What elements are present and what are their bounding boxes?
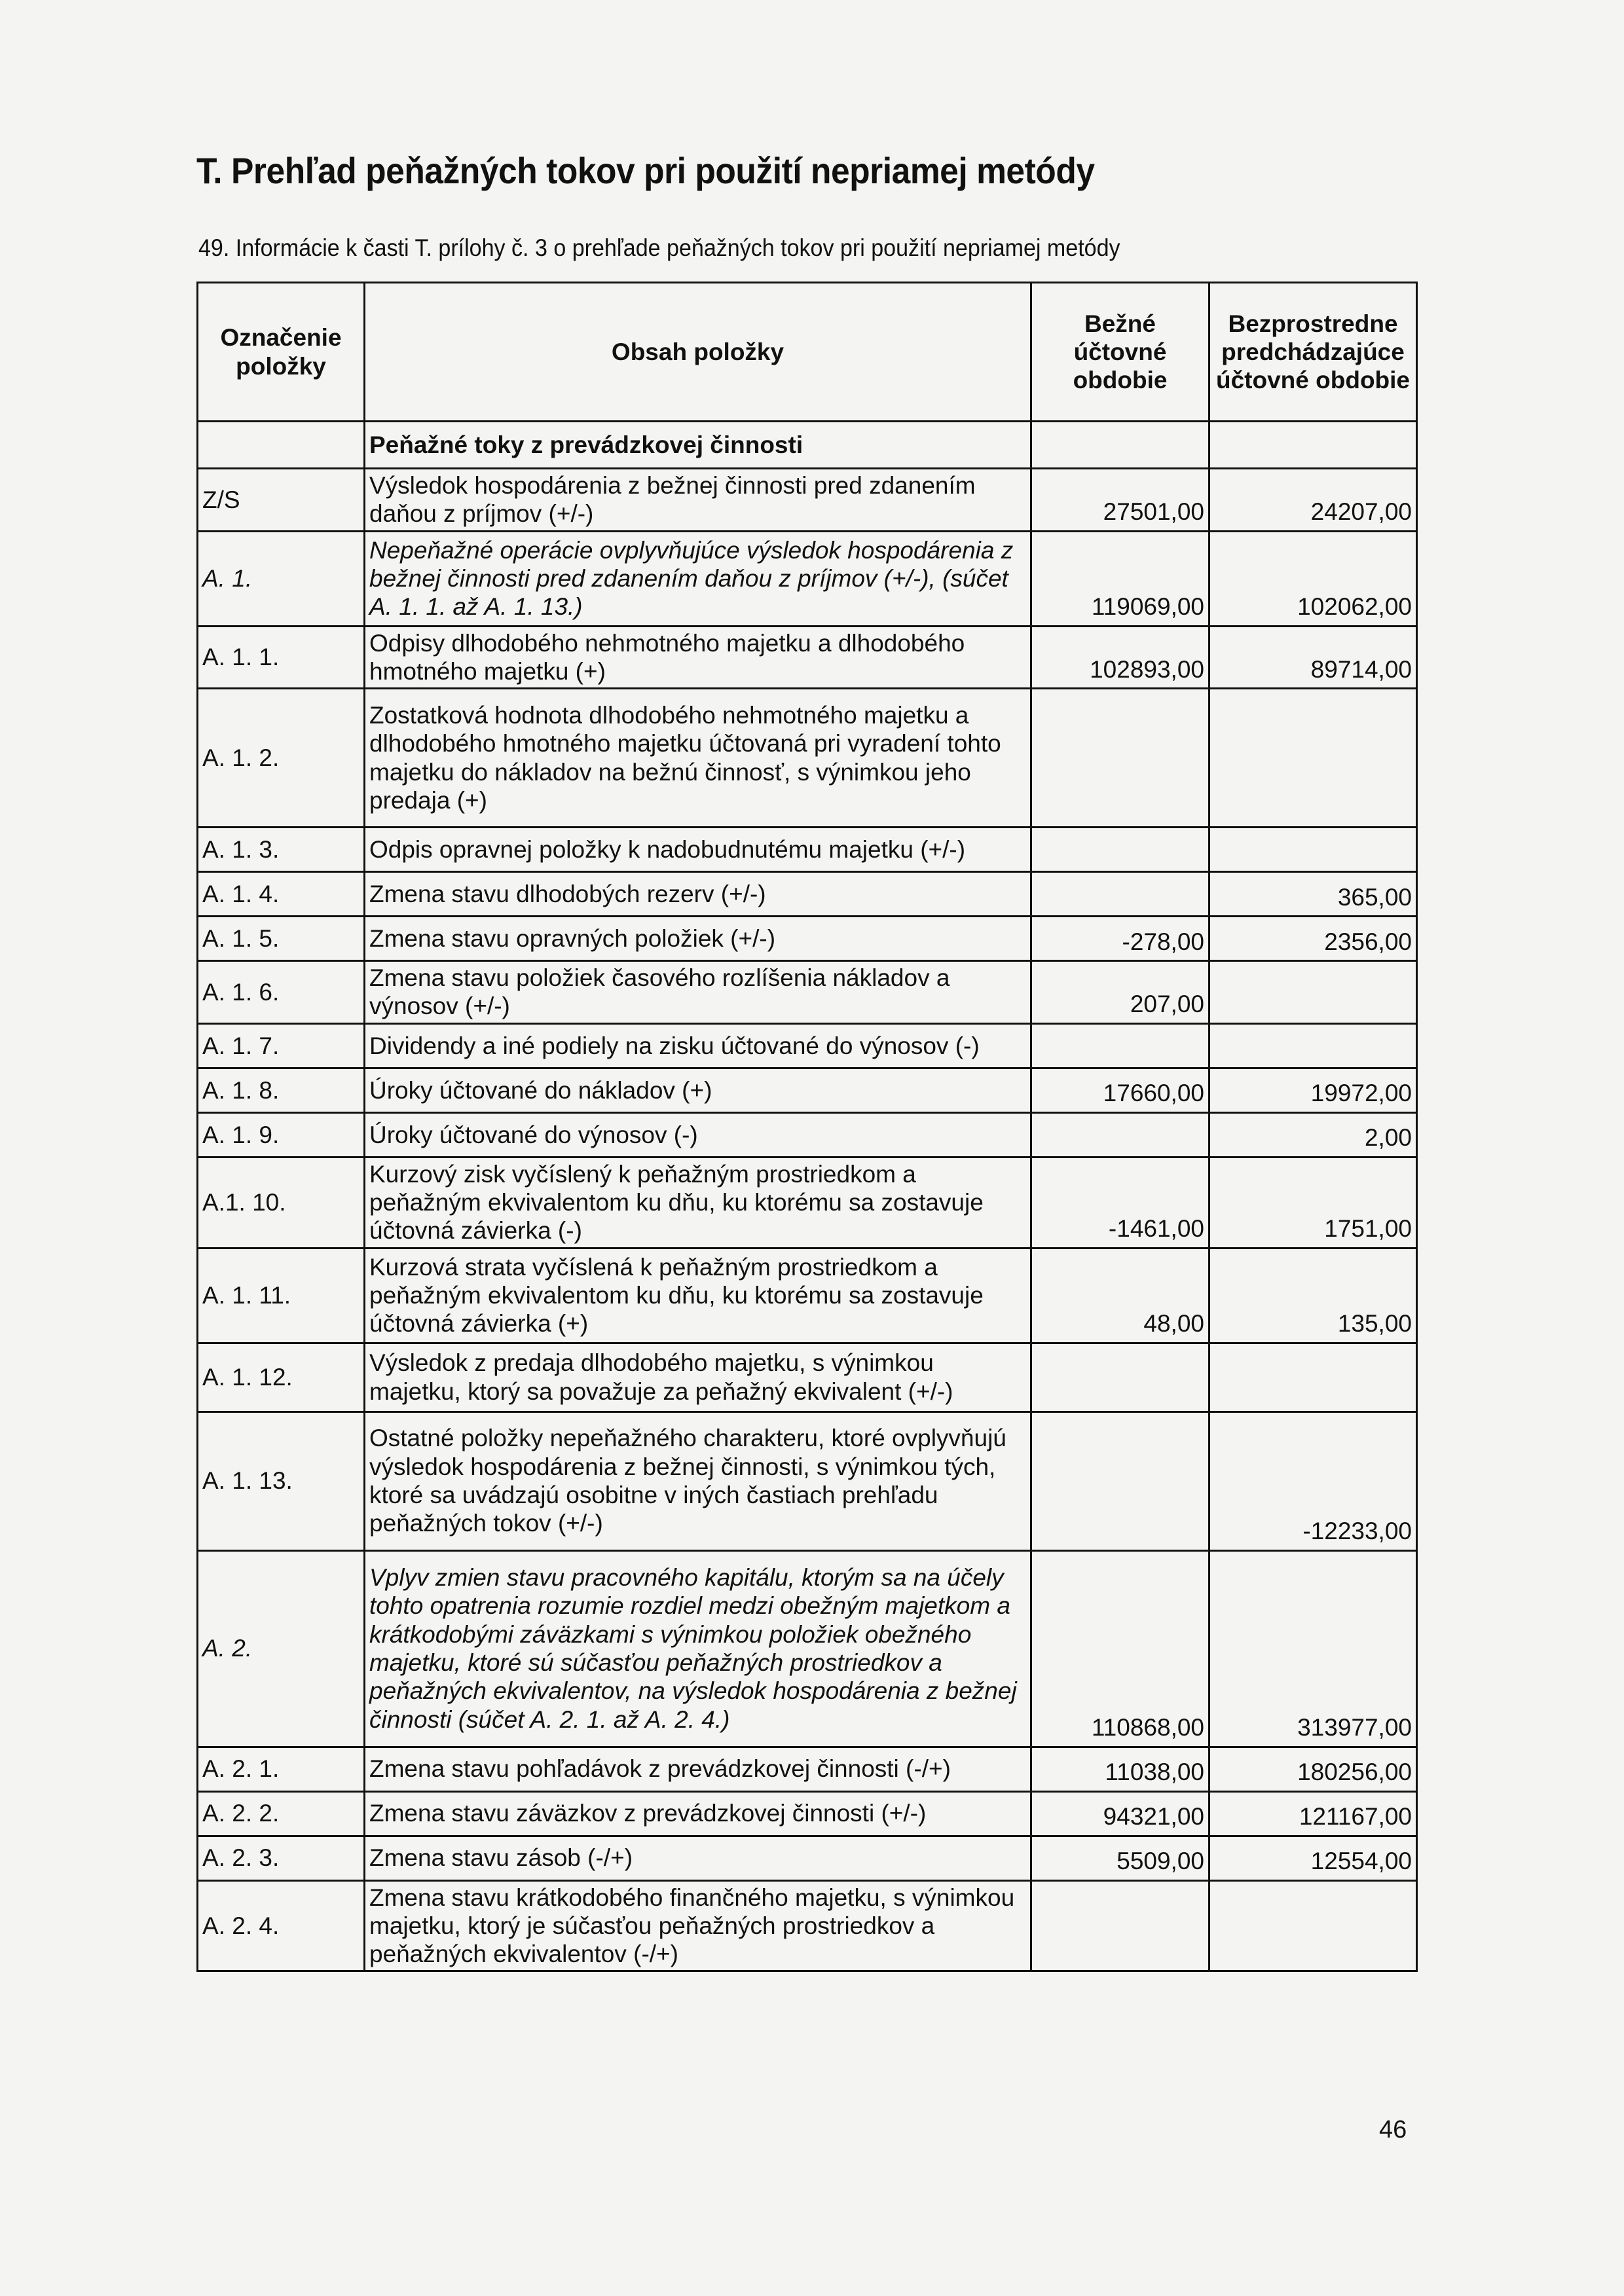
row-previous-value: 313977,00 [1209, 1550, 1417, 1747]
row-previous-value: 1751,00 [1209, 1157, 1417, 1248]
cash-flow-table [196, 282, 1418, 1972]
row-previous-value: 2,00 [1209, 1112, 1417, 1157]
row-content: Výsledok z predaja dlhodobého majetku, s výnimkou majetku, ktorý sa považuje za peňažný ekvivalent (+/-) [365, 1343, 1031, 1412]
row-code: A. 2. 4. [198, 1880, 365, 1971]
header-code: Označenie položky [198, 283, 365, 422]
row-previous-value [1209, 1343, 1417, 1412]
row-code: A. 1. 11. [198, 1248, 365, 1343]
row-code: A. 2. 3. [198, 1836, 365, 1880]
row-content: Vplyv zmien stavu pracovného kapitálu, ktorým sa na účely tohto opatrenia rozumie rozdiel medzi obežným majetkom a krátkodobými záväzkami s výnimkou položiek obežného majetku, ktoré sú súčasťou peňažných prostriedkov a peňažných ekvivalentov, na výsledok hospodárenia z bežnej činnosti (súčet A. 2. 1. až A. 2. 4.) [365, 1550, 1031, 1747]
row-code: A. 1. 7. [198, 1023, 365, 1068]
row-current-value: 48,00 [1031, 1248, 1209, 1343]
header-content: Obsah položky [365, 283, 1031, 422]
row-code: A.1. 10. [198, 1157, 365, 1248]
row-current-value [1031, 689, 1209, 828]
row-previous-value: 180256,00 [1209, 1747, 1417, 1791]
row-previous-value [1209, 1880, 1417, 1971]
row-current-value [1031, 1412, 1209, 1550]
section-current-cell [1031, 422, 1209, 469]
section-title: Peňažné toky z prevádzkovej činnosti [365, 422, 1031, 469]
row-previous-value: 102062,00 [1209, 531, 1417, 626]
row-current-value: 94321,00 [1031, 1791, 1209, 1836]
row-previous-value [1209, 961, 1417, 1024]
row-code: A. 2. [198, 1550, 365, 1747]
row-code: A. 1. 12. [198, 1343, 365, 1412]
table-row [198, 1836, 1417, 1880]
table-row [198, 1791, 1417, 1836]
row-current-value [1031, 872, 1209, 917]
section-subtitle: 49. Informácie k časti T. prílohy č. 3 o prehľade peňažných tokov pri použití nepriamej metódy [198, 234, 1120, 261]
row-previous-value: 135,00 [1209, 1248, 1417, 1343]
table-row [198, 1157, 1417, 1248]
row-current-value: 11038,00 [1031, 1747, 1209, 1791]
row-content: Kurzový zisk vyčíslený k peňažným prostriedkom a peňažným ekvivalentom ku dňu, ku ktorému sa zostavuje účtovná závierka (-) [365, 1157, 1031, 1248]
row-previous-value [1209, 689, 1417, 828]
row-current-value [1031, 1112, 1209, 1157]
row-code: Z/S [198, 469, 365, 532]
row-current-value: 119069,00 [1031, 531, 1209, 626]
row-content: Zmena stavu pohľadávok z prevádzkovej činnosti (-/+) [365, 1747, 1031, 1791]
row-previous-value: 19972,00 [1209, 1068, 1417, 1112]
row-previous-value: 2356,00 [1209, 917, 1417, 961]
table-row [198, 531, 1417, 626]
row-previous-value: 89714,00 [1209, 626, 1417, 689]
row-previous-value: 365,00 [1209, 872, 1417, 917]
row-code: A. 2. 1. [198, 1747, 365, 1791]
row-current-value [1031, 1023, 1209, 1068]
table-row [198, 828, 1417, 872]
row-current-value: 102893,00 [1031, 626, 1209, 689]
row-content: Zmena stavu dlhodobých rezerv (+/-) [365, 872, 1031, 917]
row-current-value: 5509,00 [1031, 1836, 1209, 1880]
row-content: Zmena stavu záväzkov z prevádzkovej činnosti (+/-) [365, 1791, 1031, 1836]
row-code: A. 1. 6. [198, 961, 365, 1024]
row-code: A. 1. 2. [198, 689, 365, 828]
row-current-value: 27501,00 [1031, 469, 1209, 532]
row-current-value: 110868,00 [1031, 1550, 1209, 1747]
section-previous-cell [1209, 422, 1417, 469]
row-code: A. 1. 3. [198, 828, 365, 872]
section-row [198, 422, 1417, 469]
row-content: Ostatné položky nepeňažného charakteru, ktoré ovplyvňujú výsledok hospodárenia z bežnej činnosti, s výnimkou tých, ktoré sa uvádzajú osobitne v iných častiach prehľadu peňažných tokov (+/-) [365, 1412, 1031, 1550]
row-code: A. 1. 4. [198, 872, 365, 917]
table-row [198, 1068, 1417, 1112]
row-content: Nepeňažné operácie ovplyvňujúce výsledok hospodárenia z bežnej činnosti pred zdanením daňou z príjmov (+/-), (súčet A. 1. 1. až A. 1. 13.) [365, 531, 1031, 626]
table-row [198, 1747, 1417, 1791]
row-previous-value: -12233,00 [1209, 1412, 1417, 1550]
row-code: A. 1. 1. [198, 626, 365, 689]
row-previous-value: 121167,00 [1209, 1791, 1417, 1836]
row-content: Odpis opravnej položky k nadobudnutému majetku (+/-) [365, 828, 1031, 872]
row-previous-value [1209, 828, 1417, 872]
header-current-period: Bežné účtovné obdobie [1031, 283, 1209, 422]
row-content: Zmena stavu opravných položiek (+/-) [365, 917, 1031, 961]
table-row [198, 1412, 1417, 1550]
row-code: A. 1. [198, 531, 365, 626]
table-row [198, 1880, 1417, 1971]
page-number: 46 [1379, 2116, 1407, 2143]
row-code: A. 2. 2. [198, 1791, 365, 1836]
row-previous-value [1209, 1023, 1417, 1068]
table-row [198, 469, 1417, 532]
section-code-cell [198, 422, 365, 469]
table-row [198, 1343, 1417, 1412]
row-current-value: -1461,00 [1031, 1157, 1209, 1248]
row-content: Úroky účtované do nákladov (+) [365, 1068, 1031, 1112]
table-row [198, 1112, 1417, 1157]
row-current-value [1031, 1343, 1209, 1412]
row-code: A. 1. 8. [198, 1068, 365, 1112]
row-content: Úroky účtované do výnosov (-) [365, 1112, 1031, 1157]
row-code: A. 1. 5. [198, 917, 365, 961]
row-previous-value: 24207,00 [1209, 469, 1417, 532]
table-row [198, 872, 1417, 917]
header-previous-period: Bezprostredne predchádzajúce účtovné obdobie [1209, 283, 1417, 422]
row-content: Zmena stavu položiek časového rozlíšenia nákladov a výnosov (+/-) [365, 961, 1031, 1024]
table-row [198, 1023, 1417, 1068]
table-row [198, 961, 1417, 1024]
row-current-value: 207,00 [1031, 961, 1209, 1024]
table-row [198, 1248, 1417, 1343]
row-previous-value: 12554,00 [1209, 1836, 1417, 1880]
row-content: Zmena stavu krátkodobého finančného majetku, s výnimkou majetku, ktorý je súčasťou peňažných prostriedkov a peňažných ekvivalentov (-/+) [365, 1880, 1031, 1971]
table-row [198, 626, 1417, 689]
row-code: A. 1. 13. [198, 1412, 365, 1550]
row-content: Odpisy dlhodobého nehmotného majetku a dlhodobého hmotného majetku (+) [365, 626, 1031, 689]
row-current-value [1031, 828, 1209, 872]
header-row [198, 283, 1417, 422]
row-content: Výsledok hospodárenia z bežnej činnosti pred zdanením daňou z príjmov (+/-) [365, 469, 1031, 532]
row-code: A. 1. 9. [198, 1112, 365, 1157]
table-row [198, 689, 1417, 828]
row-content: Zmena stavu zásob (-/+) [365, 1836, 1031, 1880]
row-content: Zostatková hodnota dlhodobého nehmotného majetku a dlhodobého hmotného majetku účtovaná pri vyradení tohto majetku do nákladov na bežnú činnosť, s výnimkou jeho predaja (+) [365, 689, 1031, 828]
table-row [198, 1550, 1417, 1747]
row-current-value [1031, 1880, 1209, 1971]
page-title: T. Prehľad peňažných tokov pri použití nepriamej metódy [196, 150, 1095, 191]
row-content: Kurzová strata vyčíslená k peňažným prostriedkom a peňažným ekvivalentom ku dňu, ku ktorému sa zostavuje účtovná závierka (+) [365, 1248, 1031, 1343]
row-current-value: 17660,00 [1031, 1068, 1209, 1112]
row-content: Dividendy a iné podiely na zisku účtované do výnosov (-) [365, 1023, 1031, 1068]
row-current-value: -278,00 [1031, 917, 1209, 961]
table-row [198, 917, 1417, 961]
